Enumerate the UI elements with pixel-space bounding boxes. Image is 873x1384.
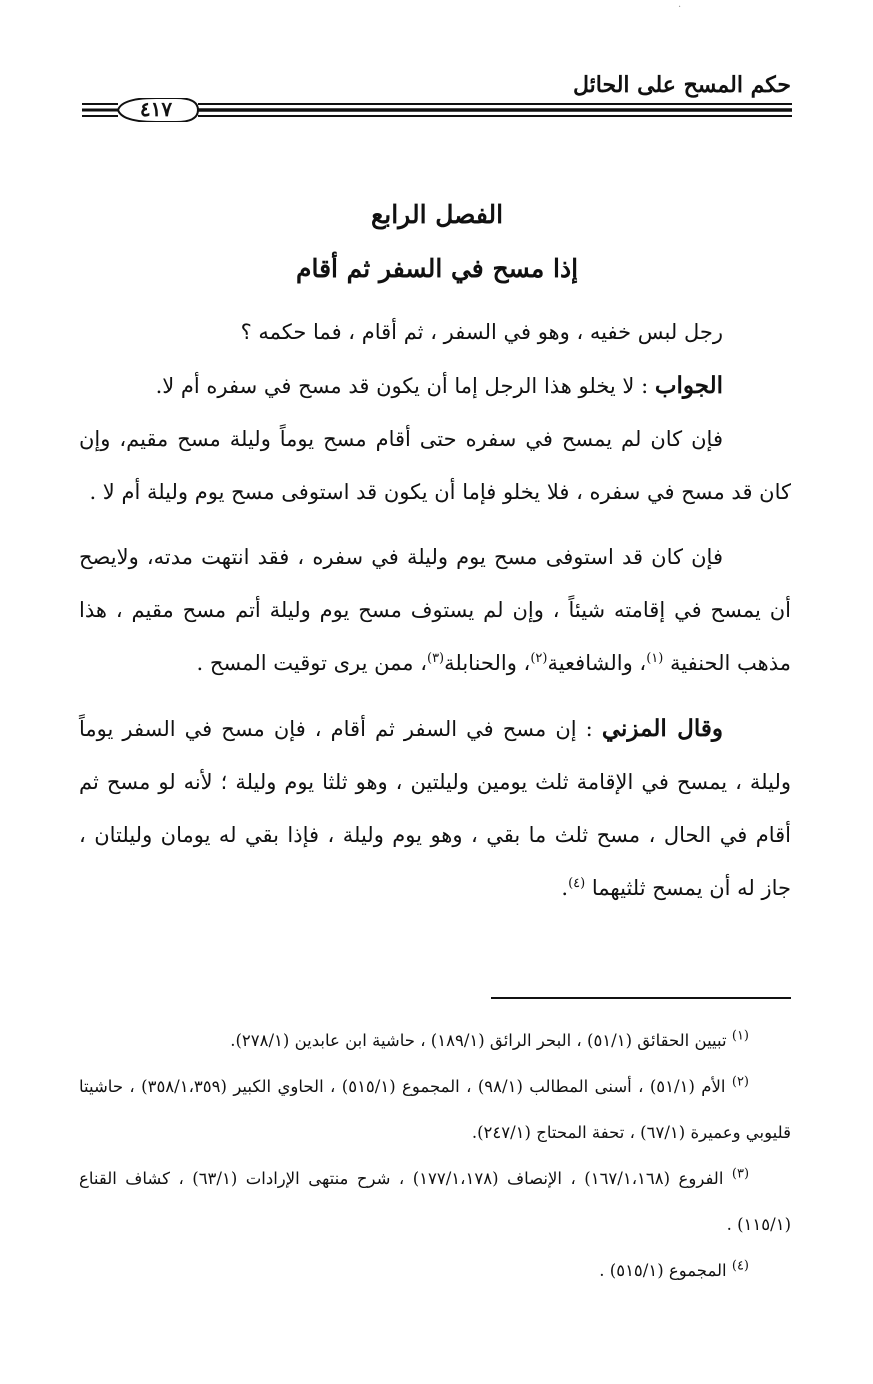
madhhab-text-c: ، والحنابلة [444,651,531,675]
footnote-text: الفروع (١٦٧/١،١٦٨) ، الإنصاف (١٧٧/١،١٧٨) ، شرح منتهى الإرادات (٦٣/١) ، كشاف القناع (١١٥/١) . [79,1169,791,1234]
footnote-number: (٣) [731,1166,750,1182]
paragraph-muzani [79,702,791,915]
running-title: حكم المسح على الحائل [573,72,791,98]
scan-speck: · [678,2,682,13]
footnote-ref-3[interactable]: (٣) [426,651,445,666]
footnote-text: الأم (٥١/١) ، أسنى المطالب (٩٨/١) ، المجموع (٥١٥/١) ، الحاوي الكبير (٣٥٨/١،٣٥٩) ، حاشيتا قليوبي وعميرة (٦٧/١) ، تحفة المحتاج (٢٤٧/١). [79,1077,791,1142]
paragraph-question [79,306,791,359]
paragraph-madhhab [79,531,791,690]
muzani-lead: وقال المزني [601,715,723,742]
page-number: ٤١٧ [139,97,173,121]
question-text: رجل لبس خفيه ، وهو في السفر ، ثم أقام ، فما حكمه ؟ [240,320,723,344]
footnote-4 [79,1248,791,1294]
footnote-separator [491,997,791,999]
paragraph-not-wiped [79,413,791,519]
paragraph-answer [79,359,791,413]
footnote-ref-1[interactable]: (١) [646,651,664,666]
footnote-number: (١) [731,1028,749,1044]
not-wiped-text: فإن كان لم يمسح في سفره حتى أقام مسح يوماً وليلة مسح مقيم، وإن كان قد مسح في سفره ، فلا يخلو فإما أن يكون قد استوفى مسح يوم وليلة أم لا . [79,427,791,504]
footnotes [79,1018,791,1294]
footnote-ref-2[interactable]: (٢) [530,651,548,666]
muzani-end: . [561,876,569,900]
muzani-text: : إن مسح في السفر ثم أقام ، فإن مسح في السفر يوماً وليلة ، يمسح في الإقامة ثلث يومين وليلتين ، وهو ثلثا يوم وليلة ؛ لأنه لو مسح ثم أقام في الحال ، مسح ثلث ما بقي ، وهو يوم وليلة ، فإذا بقي له يومان وليلتان ، جاز له أن يمسح ثلثيهما [79,717,791,900]
footnote-ref-4[interactable]: (٤) [568,876,586,891]
chapter-title: الفصل الرابع [370,200,504,229]
footnote-text: تبيين الحقائق (٥١/١) ، البحر الرائق (١٨٩/١) ، حاشية ابن عابدين (٢٧٨/١). [230,1031,732,1050]
footnote-number: (٢) [731,1074,749,1090]
footnote-2 [79,1064,791,1156]
section-title: إذا مسح في السفر ثم أقام [295,254,579,283]
footnote-1 [79,1018,791,1064]
body-text [79,306,791,915]
footnote-3 [79,1156,791,1248]
madhhab-text-a: فإن كان قد استوفى مسح يوم وليلة في سفره ، فقد انتهت مدته، ولايصح أن يمسح في إقامته شيئاً ، وإن لم يستوف مسح يوم وليلة أتم مسح مقيم ، هذا مذهب الحنفية [79,545,791,675]
answer-lead: الجواب [654,372,723,399]
footnote-text: المجموع (٥١٥/١) . [599,1261,732,1280]
answer-text: : لا يخلو هذا الرجل إما أن يكون قد مسح في سفره أم لا. [155,374,655,398]
madhhab-text-d: ، ممن يرى توقيت المسح . [196,651,427,675]
footnote-number: (٤) [731,1258,749,1274]
madhhab-text-b: ، والشافعية [547,651,647,675]
